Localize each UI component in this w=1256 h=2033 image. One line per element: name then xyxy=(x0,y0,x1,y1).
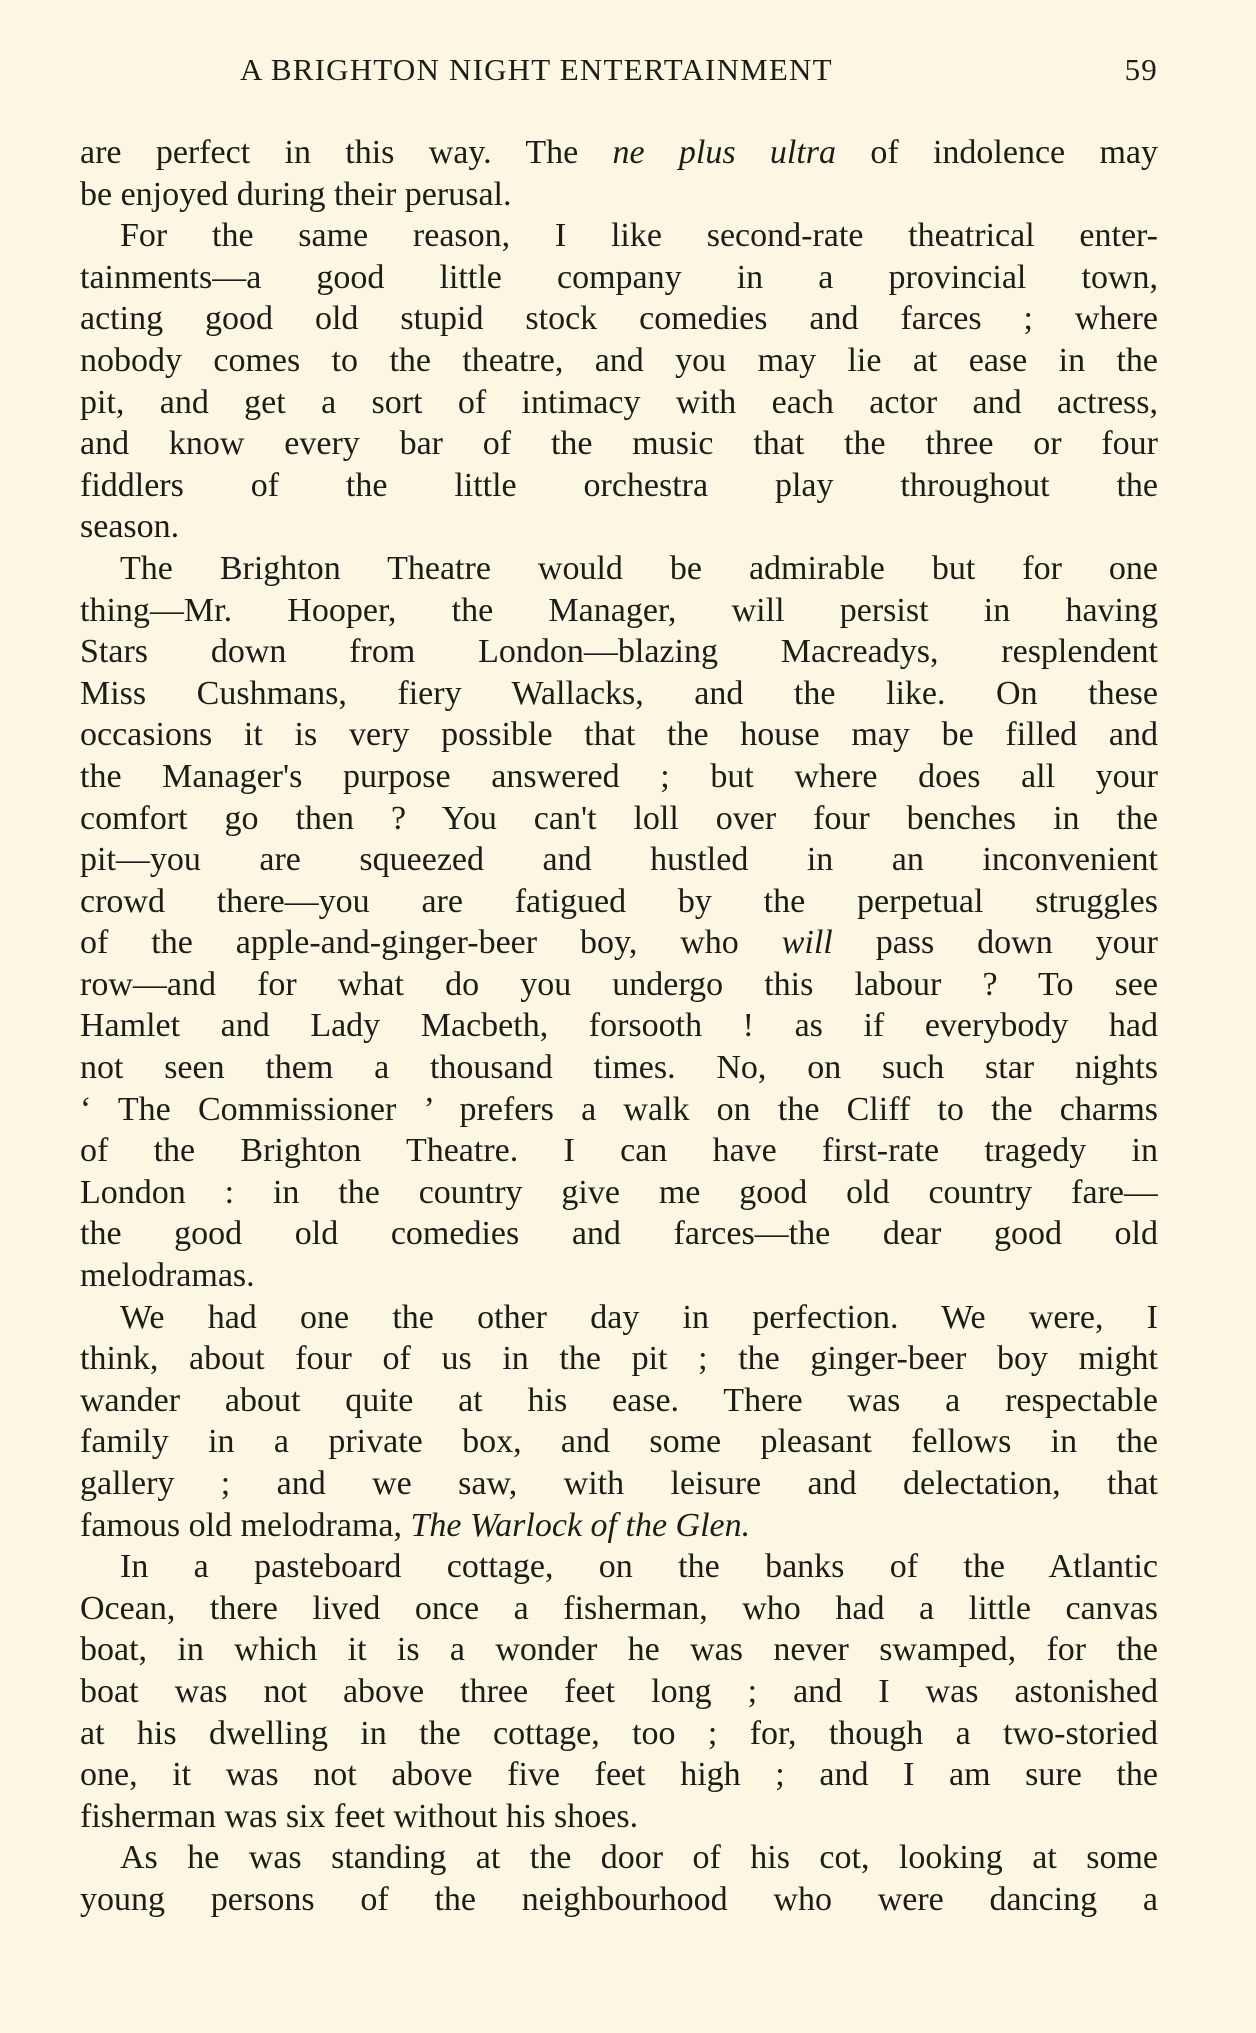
paragraph-first-line: For the same reason, I like second-rate theatrical enter- xyxy=(120,217,1158,255)
text-line: pit—you are squeezed and hustled in an inconvenient xyxy=(80,841,1158,879)
italic-phrase: will xyxy=(781,924,833,962)
text-line: the Manager's purpose answered ; but where does all your xyxy=(80,757,1158,795)
text-line: acting good old stupid stock comedies and farces ; where xyxy=(80,300,1158,338)
text-line: one, it was not above five feet high ; and I am sure the xyxy=(80,1756,1158,1794)
italic-title: The Warlock of the Glen. xyxy=(410,1506,751,1544)
text-line: family in a private box, and some pleasant fellows in the xyxy=(80,1423,1158,1461)
italic-phrase: ne plus ultra xyxy=(612,134,837,171)
text-line: Hamlet and Lady Macbeth, forsooth ! as if everybody had xyxy=(80,1007,1158,1045)
text-line: Ocean, there lived once a fisherman, who had a little canvas xyxy=(80,1589,1158,1627)
text-line: at his dwelling in the cottage, too ; for, though a two-storied xyxy=(80,1714,1158,1752)
text-line: comfort go then ? You can't loll over four benches in the xyxy=(80,799,1158,837)
text-line: famous old melodrama, The Warlock of the Glen. xyxy=(80,1506,751,1544)
text-line: season. xyxy=(80,508,180,546)
paragraph-first-line: In a pasteboard cottage, on the banks of the Atlantic xyxy=(120,1548,1158,1586)
paragraph-first-line: We had one the other day in perfection. We were, I xyxy=(120,1298,1158,1336)
text-line: melodramas. xyxy=(80,1257,255,1295)
text-line: fisherman was six feet without his shoes. xyxy=(80,1797,639,1835)
text-line: nobody comes to the theatre, and you may lie at ease in the xyxy=(80,341,1158,379)
text-line: boat was not above three feet long ; and I was astonished xyxy=(80,1672,1158,1710)
text-line: fiddlers of the little orchestra play throughout the xyxy=(80,466,1158,504)
paragraph-first-line: As he was standing at the door of his cot, looking at some xyxy=(120,1839,1158,1877)
text-line: ‘ The Commissioner ’ prefers a walk on the Cliff to the charms xyxy=(80,1090,1158,1128)
text-line: not seen them a thousand times. No, on such star nights xyxy=(80,1049,1158,1087)
text-line: gallery ; and we saw, with leisure and delectation, that xyxy=(80,1465,1158,1502)
text-line: of the apple-and-ginger-beer boy, who will pass down your xyxy=(80,924,1158,962)
text-line: of the Brighton Theatre. I can have first-rate tragedy in xyxy=(80,1132,1158,1170)
text-line: Stars down from London—blazing Macreadys, resplendent xyxy=(80,633,1158,671)
text-line: the good old comedies and farces—the dear good old xyxy=(80,1215,1158,1253)
text-line: tainments—a good little company in a provincial town, xyxy=(80,258,1158,296)
paragraph-first-line: The Brighton Theatre would be admirable but for one xyxy=(120,549,1158,587)
text-line: be enjoyed during their perusal. xyxy=(80,175,512,213)
running-title: A BRIGHTON NIGHT ENTERTAINMENT xyxy=(240,52,833,87)
text-line: occasions it is very possible that the house may be filled and xyxy=(80,716,1158,754)
text-line: Miss Cushmans, fiery Wallacks, and the like. On these xyxy=(80,674,1158,712)
text-line: young persons of the neighbourhood who were dancing a xyxy=(80,1880,1158,1918)
text-line: are perfect in this way. The ne plus ultra of indolence may xyxy=(80,134,1158,171)
text-line: boat, in which it is a wonder he was never swamped, for the xyxy=(80,1631,1158,1669)
body-text xyxy=(80,132,1158,1921)
text-line: London : in the country give me good old country fare— xyxy=(80,1173,1158,1211)
running-head xyxy=(80,52,1158,94)
text-line: row—and for what do you undergo this labour ? To see xyxy=(80,965,1158,1003)
text-line: pit, and get a sort of intimacy with each actor and actress, xyxy=(80,383,1158,421)
text-line: crowd there—you are fatigued by the perpetual struggles xyxy=(80,882,1158,920)
page-number: 59 xyxy=(1124,52,1158,87)
text-line: thing—Mr. Hooper, the Manager, will persist in having xyxy=(80,591,1158,629)
text-line: wander about quite at his ease. There was a respectable xyxy=(80,1381,1158,1419)
text-line: and know every bar of the music that the three or four xyxy=(80,425,1158,463)
text-line: think, about four of us in the pit ; the ginger-beer boy might xyxy=(80,1340,1158,1378)
